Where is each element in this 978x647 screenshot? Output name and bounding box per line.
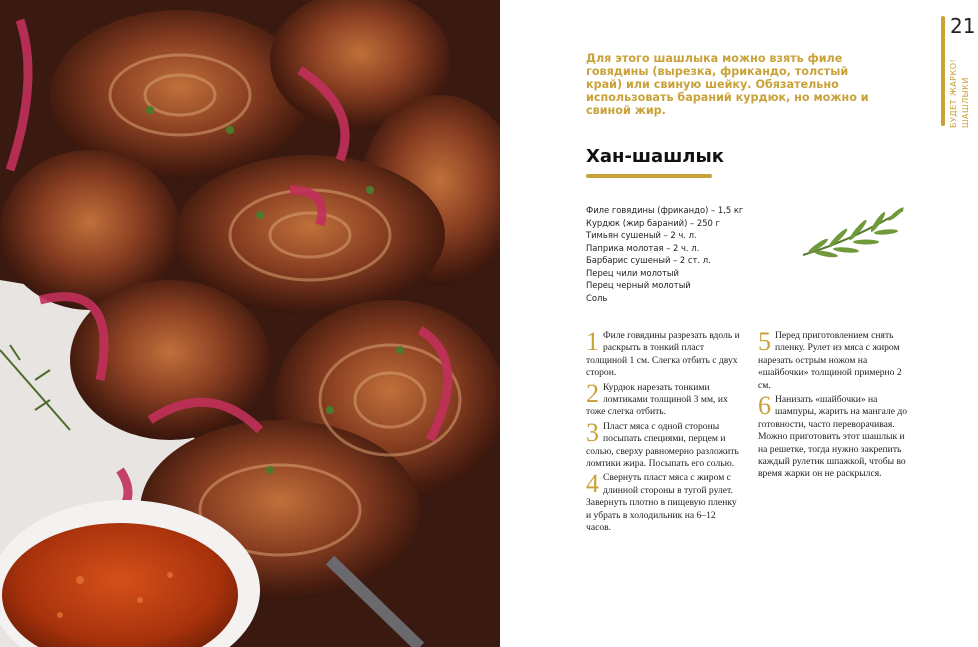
step-text: Перед приготовлением снять пленку. Рулет из мяса с жиром нарезать острым ножом на «шайбочки» толщиной примерно 2 см. — [758, 330, 902, 391]
step-text: Филе говядины разрезать вдоль и раскрыть в тонкий пласт толщиной 1 см. Слегка отбить с двух сторон. — [586, 330, 740, 379]
step-item — [758, 391, 912, 481]
section-marker-bar — [941, 16, 945, 126]
rosemary-icon — [798, 200, 908, 270]
intro-text: Для этого шашлыка можно взять филе говядины (вырезка, фрикандо, толстый край) или свиную шейку. Обязательно использовать бараний курдюк, но можно и свиной жир. — [586, 52, 869, 117]
ingredient-item: Курдюк (жир бараний) – 250 г — [586, 217, 720, 228]
step-text: Нанизать «шайбочки» на шампуры, жарить на мангале до готовности, часто переворачивая. Можно приготовить этот шашлык и на решетке, тогда нужно закрепить каждый рулетик шпажкой, чтобы во время жарки он не раскрылся. — [758, 394, 908, 480]
ingredients-list — [586, 204, 743, 304]
step-item — [586, 417, 740, 471]
step-item — [586, 378, 740, 419]
ingredient-item: Барбарис сушеный – 2 ст. л. — [586, 255, 711, 265]
ingredient-item: Тимьян сушеный – 2 ч. л. — [586, 230, 697, 240]
step-item — [758, 327, 912, 392]
page-number: 21 — [950, 14, 976, 38]
ingredient-item: Перец чили молотый — [586, 267, 679, 278]
recipe-page — [500, 0, 978, 647]
ingredient-item: Соль — [586, 292, 608, 303]
steps-column-1 — [586, 327, 740, 537]
step-text: Пласт мяса с одной стороны посыпать специями, перцем и солью, сверху равномерно разложить ломтики жира. Посыпать его солью. — [586, 420, 739, 470]
step-number: 1 — [586, 327, 599, 356]
step-item — [586, 327, 740, 380]
step-number: 3 — [586, 417, 599, 447]
ingredient-item: Перец черный молотый — [586, 280, 691, 290]
ingredient-item: Паприка молотая – 2 ч. л. — [586, 242, 700, 253]
section-label-line1: БУДЕТ ЖАРКО! — [949, 58, 958, 128]
step-number: 5 — [758, 327, 771, 356]
steps-column-2 — [758, 327, 912, 483]
section-label — [948, 59, 972, 128]
step-item — [586, 469, 740, 534]
ingredient-item: Филе говядины (фрикандо) – 1,5 кг — [586, 205, 744, 215]
title-underline — [586, 174, 712, 178]
step-text: Свернуть пласт мяса с жиром с длинной стороны в тугой рулет. Завернуть плотно в пищевую пленку и убрать в холодильник на 6–12 часов. — [586, 472, 737, 534]
recipe-title: Хан-шашлык — [586, 146, 724, 167]
step-number: 2 — [586, 378, 599, 408]
step-text: Курдюк нарезать тонкими ломтиками толщиной 3 мм, их тоже слегка отбить. — [586, 381, 728, 418]
section-label-line2: ШАШЛЫКИ — [961, 77, 970, 128]
step-number: 6 — [758, 391, 771, 421]
step-number: 4 — [586, 469, 599, 499]
